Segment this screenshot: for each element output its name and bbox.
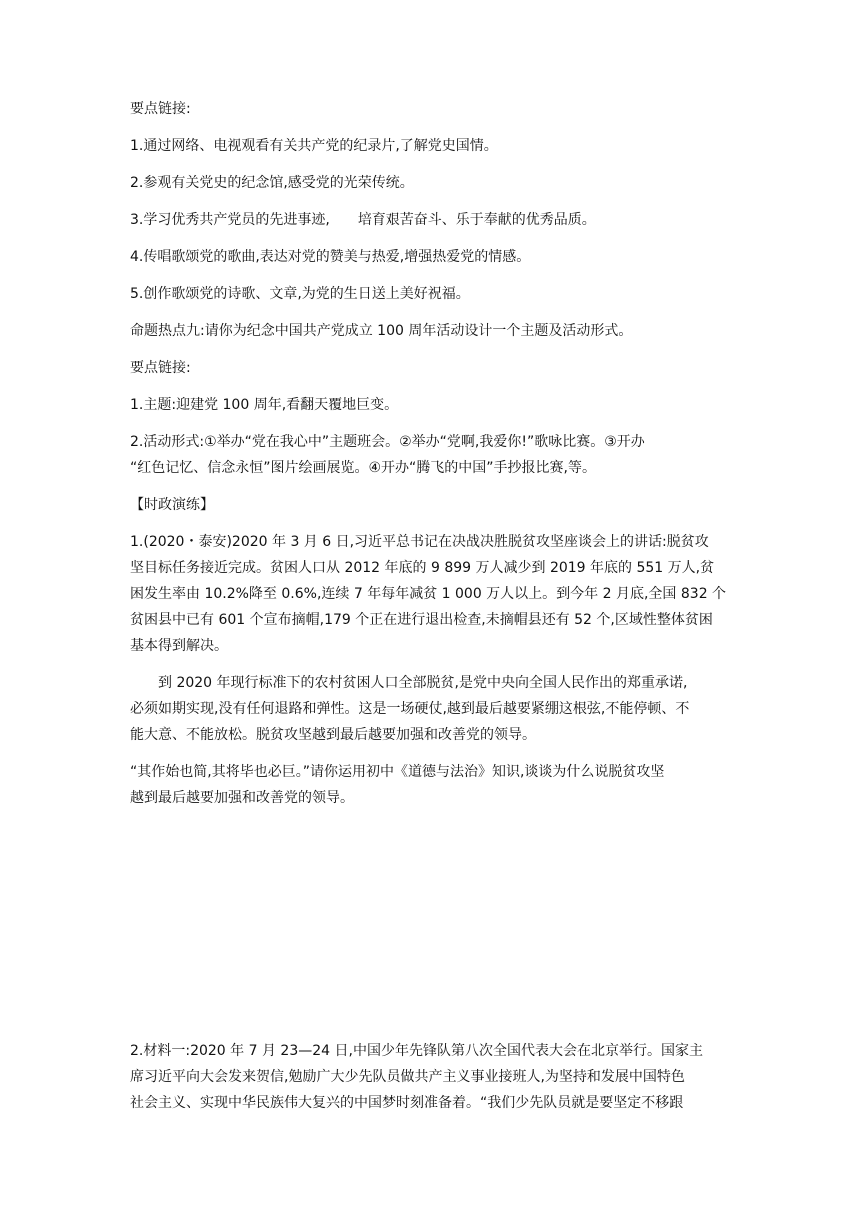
text-line: 越到最后越要加强和改善党的领导。 <box>130 790 354 806</box>
text-line: 席习近平向大会发来贺信,勉励广大少先队员做共产主义事业接班人,为坚持和发展中国特色 <box>130 1069 685 1085</box>
hotspot-title: 命题热点九:请你为纪念中国共产党成立 100 周年活动设计一个主题及活动形式。 <box>130 323 633 339</box>
question-1-material-para2 <box>130 670 730 748</box>
key-point-item: 1.通过网络、电视观看有关共产党的纪录片,了解党史国情。 <box>130 138 498 154</box>
key-point-item <box>130 207 730 233</box>
question-1-material <box>130 529 730 659</box>
key-point-item-part: 培育艰苦奋斗、乐于奉献的优秀品质。 <box>357 212 596 228</box>
key-points-heading: 要点链接: <box>130 101 191 117</box>
question-2-material <box>130 1038 730 1116</box>
text-line: 1.(2020・泰安)2020 年 3 月 6 日,习近平总书记在决战决胜脱贫攻坚座谈会上的讲话:脱贫攻 <box>130 534 709 550</box>
text-line: 能大意、不能放松。脱贫攻坚越到最后越要加强和改善党的领导。 <box>130 727 536 743</box>
text-line: 坚目标任务接近完成。贫困人口从 2012 年底的 9 899 万人减少到 2019 年底的 551 万人,贫 <box>130 560 715 576</box>
text-line: “其作始也简,其将毕也必巨。”请你运用初中《道德与法治》知识,谈谈为什么说脱贫攻坚 <box>130 764 665 780</box>
text-line: 2.材料一:2020 年 7 月 23—24 日,中国少年先锋队第八次全国代表大会在北京举行。国家主 <box>130 1043 703 1059</box>
key-points-heading: 要点链接: <box>130 360 191 376</box>
text-line: 困发生率由 10.2%降至 0.6%,连续 7 年每年减贫 1 000 万人以上。到今年 2 月底,全国 832 个 <box>130 586 727 602</box>
key-point-item: 4.传唱歌颂党的歌曲,表达对党的赞美与热爱,增强热爱党的情感。 <box>130 249 531 265</box>
question-1-prompt <box>130 759 730 811</box>
key-point-item-part: 3.学习优秀共产党员的先进事迹, <box>130 212 330 228</box>
text-line: 2.活动形式:①举办“党在我心中”主题班会。②举办“党啊,我爱你!”歌咏比赛。③开办 <box>130 434 645 450</box>
document-body <box>130 96 730 822</box>
text-line: 社会主义、实现中华民族伟大复兴的中国梦时刻准备着。“我们少先队员就是要坚定不移跟 <box>130 1095 684 1111</box>
key-point-item: 5.创作歌颂党的诗歌、文章,为党的生日送上美好祝福。 <box>130 286 470 302</box>
practice-heading: 【时政演练】 <box>130 497 214 513</box>
text-line: “红色记忆、信念永恒”图片绘画展览。④开办“腾飞的中国”手抄报比赛,等。 <box>130 460 597 476</box>
text-line: 必须如期实现,没有任何退路和弹性。这是一场硬仗,越到最后越要紧绷这根弦,不能停顿、不 <box>130 701 690 717</box>
key-point-item: 1.主题:迎建党 100 周年,看翻天覆地巨变。 <box>130 397 399 413</box>
key-point-item <box>130 429 730 481</box>
text-line: 贫困县中已有 601 个宣布摘帽,179 个正在进行退出检查,未摘帽县还有 52 个,区域性整体贫困 <box>130 612 713 628</box>
text-line: 到 2020 年现行标准下的农村贫困人口全部脱贫,是党中央向全国人民作出的郑重承诺, <box>158 675 688 691</box>
text-line: 基本得到解决。 <box>130 638 228 654</box>
key-point-item: 2.参观有关党史的纪念馆,感受党的光荣传统。 <box>130 175 414 191</box>
